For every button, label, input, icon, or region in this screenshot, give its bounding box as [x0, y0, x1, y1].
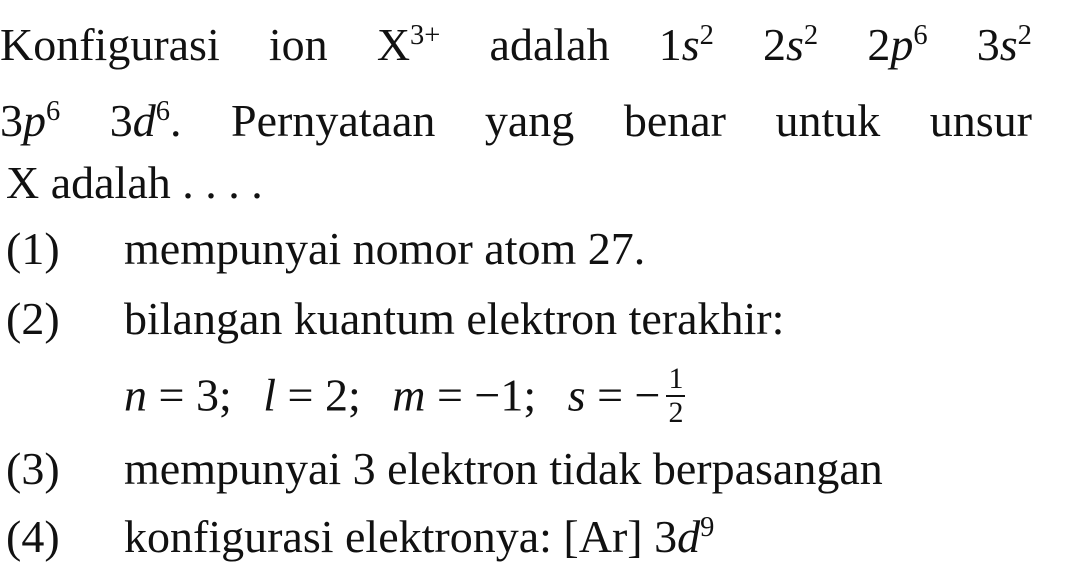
word: ion — [268, 19, 328, 70]
word: yang — [484, 95, 575, 146]
word: Konfigurasi — [0, 19, 220, 70]
option-number: (3) — [6, 443, 60, 494]
quantum-numbers — [124, 362, 685, 432]
option-text: konfigurasi elektronya: [Ar] $3d^9$ — [124, 511, 715, 562]
option-text: mempunyai nomor atom 27. — [124, 223, 646, 274]
n-symbol: n — [124, 369, 147, 421]
question-line-3: X adalah . . . . — [6, 157, 263, 208]
n-value: = 3; — [158, 369, 232, 421]
m-value: = −1; — [436, 369, 537, 421]
word: untuk — [775, 95, 881, 146]
option-number: (4) — [6, 511, 60, 562]
s-symbol: s — [567, 369, 586, 421]
l-symbol: l — [263, 369, 277, 421]
orbital-3p: $3p^6$ — [0, 95, 61, 146]
word: Pernyataan — [231, 95, 436, 146]
word: adalah — [489, 19, 610, 70]
option-number: (2) — [6, 293, 60, 344]
fraction-one-half: $\frac{1}{2}$ — [668, 362, 684, 429]
word: benar — [623, 95, 726, 146]
l-value: = 2; — [287, 369, 361, 421]
question-line-2 — [0, 95, 1032, 146]
word: unsur — [929, 95, 1032, 146]
ion-formula: $X^{3+}$ — [376, 19, 441, 70]
orbital-2p: $2p^6$ — [867, 19, 928, 70]
orbital-2s: $2s^2$ — [763, 19, 819, 70]
option-text: mempunyai 3 elektron tidak berpasangan — [124, 443, 883, 494]
option-text: bilangan kuantum elektron terakhir: — [124, 293, 785, 344]
option-number: (1) — [6, 223, 60, 274]
s-value: = − — [597, 369, 661, 421]
orbital-3d: $3d^6$. — [109, 95, 182, 146]
m-symbol: m — [392, 369, 426, 421]
question-line-1 — [0, 19, 1032, 70]
orbital-3s: $3s^2$ — [976, 19, 1032, 70]
orbital-1s: $1s^2$ — [658, 19, 714, 70]
